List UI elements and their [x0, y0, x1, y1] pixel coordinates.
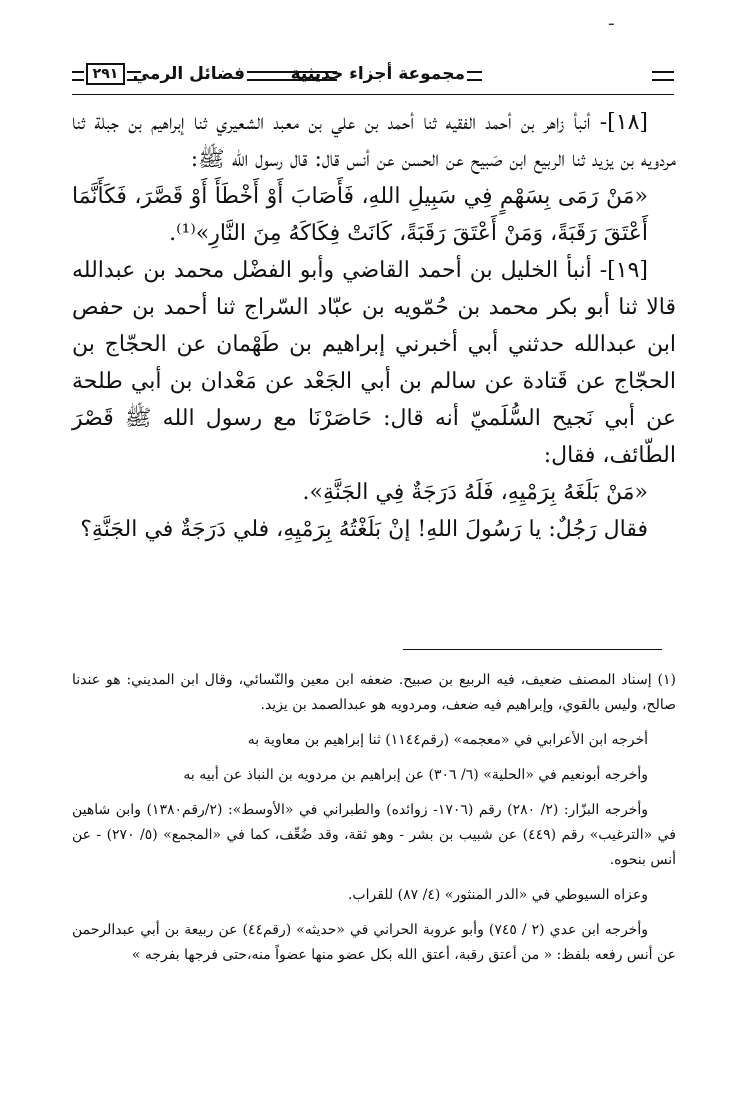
- footnote-line: أخرجه ابن الأعرابي في «معجمه» (رقم١١٤٤) ثنا إبراهيم بن معاوية به: [247, 732, 648, 748]
- hadith-19-matn: «مَنْ بَلَغَهُ بِرَمْيِهِ، فَلَهُ دَرَجَةٌ فِي الجَنَّةِ».: [302, 480, 648, 505]
- footnote-1: (١) إسناد المصنف ضعيف، فيه الربيع بن صبيح. ضعفه ابن معين والنّسائي، وقال ابن المديني: هو عندنا صالح، وليس بالقوي، وإبراهيم فيه ضعف، ومردويه هو عبدالصمد بن يزيد.: [72, 672, 676, 713]
- running-header: [72, 62, 674, 90]
- book-title: مجموعة أجزاء حديثية: [290, 64, 465, 84]
- footnote-separator: [403, 649, 662, 650]
- footnote-line: وعزاه السيوطي في «الدر المنثور» (٤/ ٨٧) للقراب.: [347, 887, 648, 903]
- section-title: فضائل الرمي: [132, 64, 245, 84]
- header-rule: [467, 71, 482, 81]
- corner-mark: ـ: [609, 10, 614, 29]
- page-number: ٢٩١: [86, 63, 125, 85]
- hadith-19-question: فقال رَجُلٌ: يا رَسُولَ اللهِ! إنْ بَلَغْتُهُ بِرَمْيِهِ، فلي دَرَجَةٌ في الجَنَّةِ؟: [80, 517, 648, 542]
- hadith-18-matn: «مَنْ رَمَى بِسَهْمٍ فِي سَبِيلِ اللهِ، فَأَصَابَ أَوْ أَخْطَأَ أَوْ قَصَّرَ، فَكَأَنَّمَا أَعْتَقَ رَقَبَةً، وَمَنْ أَعْتَقَ رَقَبَةً، كَانَتْ فِكَاكَهُ مِنَ النَّارِ»⁽¹⁾.: [72, 184, 648, 246]
- main-text: [72, 104, 676, 548]
- hadith-18-isnad: [١٨]- أنبأ زاهر بن أحمد الفقيه ثنا أحمد بن علي بن معبد الشعيري ثنا إبراهيم بن جبلة ثنا مردويه بن يزيد ثنا الربيع ابن صَبيح عن الحسن عن أنس قال: قال رسول الله ﷺ:: [72, 110, 676, 172]
- header-rule: [652, 71, 674, 81]
- header-underline: [72, 94, 674, 95]
- footnote-line: وأخرجه أبونعيم في «الحلية» (٦/ ٣٠٦) عن إبراهيم بن مردويه بن النباذ عن أبيه به: [183, 767, 648, 783]
- footnotes: [72, 668, 676, 968]
- hadith-19-isnad: [١٩]- أنبأ الخليل بن أحمد القاضي وأبو الفضْل محمد بن عبدالله قالا ثنا أبو بكر محمد بن حُمّويه بن عبّاد السّراج ثنا أحمد بن حفص ابن عبدالله حدثني أبي أخبرني إبراهيم بن طَهْمان عن الحجّاج بن الحجّاج عن قَتادة عن سالم بن أبي الجَعْد عن مَعْدان بن أبي طلحة عن أبي نَجيح السُّلَميّ أنه قال: حَاصَرْنَا مع رسول الله ﷺ قَصْرَ الطّائف، فقال:: [72, 258, 676, 468]
- footnote-line: وأخرجه البزّار: (٢/ ٢٨٠) رقم (١٧٠٦- زوائده) والطبراني في «الأوسط»: (٢/رقم١٣٨٠) وابن شاهين في «الترغيب» رقم (٤٤٩) عن شبيب بن بشر - وهو ثقة، وقد ضُعِّف، كما في «المجمع» (٥/ ٢٧٠) - عن أنس بنحوه.: [72, 802, 676, 868]
- header-rule: [72, 71, 84, 81]
- footnote-line: وأخرجه ابن عدي (٢ / ٧٤٥) وأبو عروبة الحراني في «حديثه» (رقم٤٤) عن ربيعة بن أبي عبدالرحمن عن أنس رفعه بلفظ: « من أعتق رقبة، أعتق الله بكل عضو منها عضواً منه،حتى فرجها بفرجه »: [72, 922, 676, 963]
